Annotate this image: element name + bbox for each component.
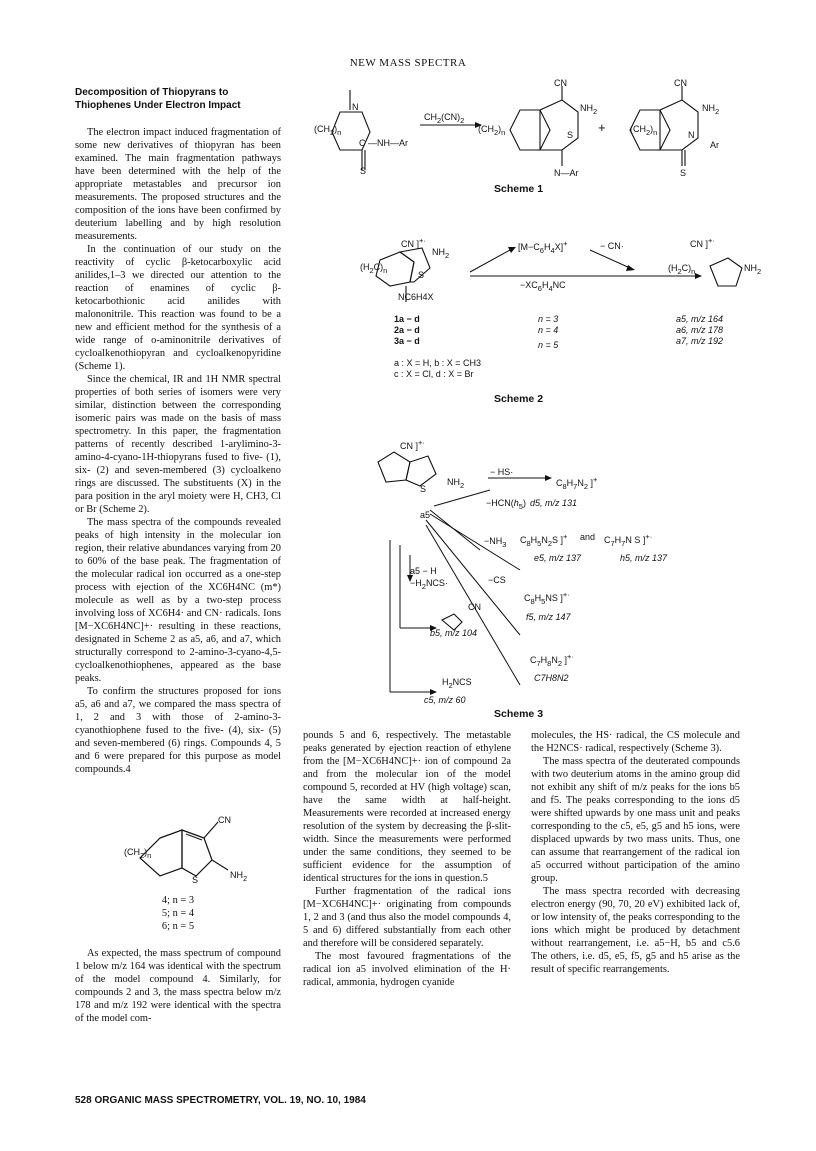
- model-ring-label: $(CH_2)_n$: [124, 847, 152, 860]
- running-head: NEW MASS SPECTRA: [349, 57, 467, 69]
- model-nh2-label: $NH_2$: [230, 870, 248, 883]
- s3-loss-hs: − HS·: [490, 467, 514, 477]
- body-paragraph: The mass spectra of the deuterated compounds with two deuterium atoms in the amino group did not exhibit any shift of m/z peaks for the ions b5 and f5. The peaks corresponding to the ions d5 were shifted upwards by one mass unit and peaks corresponding to the c5, e5, g5 and h5 ions, were displaced upwards by two mass units. Thus, one can assume that rearrangement of the radical ion a5 occurred without participation of the amino group.: [531, 756, 740, 884]
- page-footer: 528 ORGANIC MASS SPECTROMETRY, VOL. 19, NO. 10, 1984: [75, 1095, 366, 1106]
- s3-g5: C7H8N2: [534, 673, 569, 683]
- s2-n-3: n = 3: [538, 314, 559, 324]
- scheme-3-drawing: [370, 430, 670, 700]
- s2-compound-3: 3a − d: [394, 336, 420, 346]
- s3-c5: c5, m/z 60: [424, 695, 466, 705]
- s3-a5-h: a5 − H: [410, 566, 437, 576]
- s1-p2-n: N: [688, 130, 695, 140]
- s3-loss-cs: −CS: [488, 575, 506, 585]
- s2-loss-cn: − CN·: [600, 241, 624, 251]
- s1-p2-ring: $(CH_2)_n$: [630, 124, 658, 137]
- s1-p1-nh2: $NH_2$: [580, 103, 598, 116]
- s2-aryl: NC6H4X: [398, 292, 434, 302]
- s3-ion-c8h5ns: $C_8H_5NS$ ]+·: [524, 590, 570, 606]
- s2-n-4: n = 4: [538, 325, 559, 335]
- s1-reagent: $CH_2(CN)_2$: [424, 112, 465, 125]
- s1-p1-s: S: [567, 130, 574, 140]
- s2-s: S: [418, 270, 425, 280]
- s2-loss-main: $-XC_6H_4NC$: [520, 280, 566, 293]
- s2-ring: $(H_2C)_n$: [360, 262, 388, 275]
- body-paragraph: The most favoured fragmentations of the radical ion a5 involved elimination of the H· radical, ammonia, hydrogen cyanide: [303, 951, 511, 988]
- s3-h5: h5, m/z 137: [620, 553, 668, 563]
- s3-d5: d5, m/z 131: [530, 498, 578, 508]
- s2-cn: CN ]+·: [401, 236, 426, 249]
- s3-a5: a5: [420, 510, 431, 520]
- body-paragraph: The mass spectra of the compounds revealed peaks of high intensity in the molecular ion region, their relative abundances varying from 20 to 60% of the base peak. The fragmentation of the molecular radical ion occurred as a one-step process with ejection of the XC6H4NC (m*) molecule as well as by a two-step process involving loss of XC6H4· and CN· radicals. Ions [M−XC6H4NC]+· resulting in these reactions, designated in Scheme 2 as a5, a6, and a7, which structurally correspond to 2-amino-3-cyano-4,5-cycloalkenothiophenes, appeared as the base peaks.: [75, 517, 281, 684]
- s1-ring: $(CH_2)_n$: [314, 124, 342, 137]
- model-compound-4: 4; n = 3: [161, 895, 195, 906]
- s2-compound-2: 2a − d: [394, 325, 420, 335]
- s1-p1-n-ar: N—Ar: [554, 168, 579, 178]
- s2-substituents-2: c : X = Cl, d : X = Br: [394, 369, 474, 379]
- model-compound-5: 5; n = 4: [161, 908, 195, 919]
- s2-ion-a6: a6, m/z 178: [676, 325, 724, 335]
- s2-compound-1: 1a − d: [394, 314, 420, 324]
- s3-loss-nh3: $-NH_3$: [484, 536, 507, 549]
- s1-p1-ring: $(CH_2)_n$: [478, 124, 506, 137]
- s3-f5: f5, m/z 147: [526, 612, 571, 622]
- body-paragraph: pounds 5 and 6, respectively. The metastable peaks generated by ejection reaction of ethylene from the [M−XC6H4NC]+· ion of compound 2a and from the molecular ion of the model compound 5, recorded at HV (high voltage) scan, have the same width at half-height. Measurements were recorded at increased energy resolution of the system by decreasing the β-slit-width. Since the measurements were performed under the same conditions, they seemed to be sufficient evidence for the assumption of identical structures for the ions in question.5: [303, 730, 511, 884]
- s2-product-cn: CN ]+·: [690, 236, 715, 249]
- body-paragraph: molecules, the HS· radical, the CS molecule and the H2NCS· radical, respectively (Scheme 3).: [531, 730, 740, 754]
- abstract-paragraph: The electron impact induced fragmentation of some new derivatives of thiopyran has been examined. The main fragmentation pathways have been determined with the help of the appropriate metastables and precursor ion measurements. The proposed structures and the composition of the ions have been confirmed by deuterium labelling and by high resolution measurements.: [75, 127, 281, 242]
- body-paragraph: To confirm the structures proposed for ions a5, a6 and a7, we compared the mass spectra of 1, 2 and 3 with those of 2-amino-3-cyanothiophene fused to the five- (4), six- (5) and seven-membered (6) rings. Compounds 4, 5 and 6 were prepared for this purpose as model compounds.4: [75, 686, 281, 775]
- s2-product-nh2: $NH_2$: [744, 263, 762, 276]
- s2-product-ring: $(H_2C)_n$: [668, 263, 696, 276]
- s1-plus: +: [598, 120, 606, 135]
- body-paragraph: Since the chemical, IR and 1H NMR spectral properties of both series of isomers were very similar, distinction between the corresponding isomeric pairs was made on the basis of mass spectrometry. In this paper, the fragmentation patterns of recently described 1-arylimino-3-amino-4-cyano-1H-thiopyrans fused to five- (1), six- (2) and seven-membered (3) cycloalkeno rings are discussed. The substituents (X) in the para position in the aryl moiety were H, CH3, Cl or Br (Scheme 2).: [75, 374, 281, 515]
- s2-ion-a5: a5, m/z 164: [676, 314, 724, 324]
- body-paragraph: As expected, the mass spectrum of compound 1 below m/z 164 was identical with the spectrum of the model compound 4. Similarly, for compounds 2 and 3, the mass spectra below m/z 178 and m/z 192 were identical with the spectra of the model com-: [75, 948, 281, 1024]
- s3-and: and: [580, 532, 596, 542]
- body-paragraph: Further fragmentation of the radical ions [M−XC6H4NC]+· originating from compounds 1, 2 and 3 (and thus also the model compounds 4, 5 and 6) differed substantially from each other and therefore will be considered separately.: [303, 886, 511, 949]
- column-3: [531, 729, 740, 976]
- s2-ion-m: $[M-C_6H_4X]^+$: [518, 239, 568, 255]
- s3-cn: CN ]+·: [400, 438, 425, 451]
- s3-ion-h2ncs: $H_2NCS$: [442, 677, 472, 690]
- s1-n: N: [352, 102, 359, 112]
- s3-loss-h2ncs: $-H_2NCS\cdot$: [410, 578, 448, 591]
- s3-s: S: [420, 484, 427, 494]
- s3-ion-c8h5n2s: $C_8H_5N_2S$ ]+: [520, 532, 568, 548]
- body-paragraph: The mass spectra recorded with decreasing electron energy (90, 70, 20 eV) exhibited lack of, or low intensity of, the peaks corresponding to the ions which might be produced by detachment without rearrangement, i.e. a5−H, b5 and c5.6 The others, i.e. d5, e5, f5, g5 and h5 arise as the result of specific rearrangements.: [531, 886, 740, 975]
- s1-s: S: [360, 166, 367, 176]
- s1-p2-s: S: [680, 168, 687, 178]
- body-paragraph: In the continuation of our study on the reactivity of cyclic β-ketocarboxylic acid anilides,1–3 we directed our attention to the reaction of enamines of cyclic β-ketocarbothionic acid anilides with malononitrile. This reaction was found to be a new and efficient method for the synthesis of a wide range of o-aminonitrile derivatives of cycloalkenothiopyran and cycloalkenopyridine (Scheme 1).: [75, 244, 281, 372]
- scheme-3-label: Scheme 3: [494, 708, 544, 720]
- s1-p2-ar: Ar: [710, 140, 719, 150]
- s1-p2-cn: CN: [674, 78, 687, 88]
- column-2: [303, 729, 511, 989]
- s3-ion-c7h7ns: $C_7H_7N$ S ]+·: [604, 532, 653, 548]
- model-s-label: S: [192, 875, 199, 885]
- s3-nh2: $NH_2$: [447, 477, 465, 490]
- s3-ion-c7h8n2: $C_7H_8N_2$ ]+·: [530, 652, 574, 668]
- s3-b5: b5, m/z 104: [430, 628, 478, 638]
- model-compound-list: [75, 892, 281, 1025]
- s1-p2-nh2: $NH_2$: [702, 103, 720, 116]
- s2-ion-a7: a7, m/z 192: [676, 336, 724, 346]
- column-1: [75, 86, 281, 776]
- s2-nh2: $NH_2$: [432, 247, 450, 260]
- s3-ion-c8h7n2: $C_8H_7N_2$ ]+: [556, 475, 598, 491]
- model-compound-6: 6; n = 5: [161, 921, 195, 932]
- section-title: Decomposition of Thiopyrans to Thiophenes Under Electron Impact: [75, 87, 241, 111]
- s1-p1-cn: CN: [554, 78, 567, 88]
- s3-e5: e5, m/z 137: [534, 553, 582, 563]
- model-cn-label: CN: [218, 815, 231, 825]
- s3-loss-hcn: $-HCN(h_5)$: [486, 498, 526, 511]
- s3-b5-cn: CN: [468, 602, 481, 612]
- s2-substituents-1: a : X = H, b : X = CH3: [394, 358, 482, 368]
- s2-n-5: n = 5: [538, 340, 559, 350]
- s1-c-nh-ar: C —NH—Ar: [359, 138, 408, 148]
- scheme-2-label: Scheme 2: [494, 393, 544, 405]
- scheme-1-label: Scheme 1: [494, 183, 544, 195]
